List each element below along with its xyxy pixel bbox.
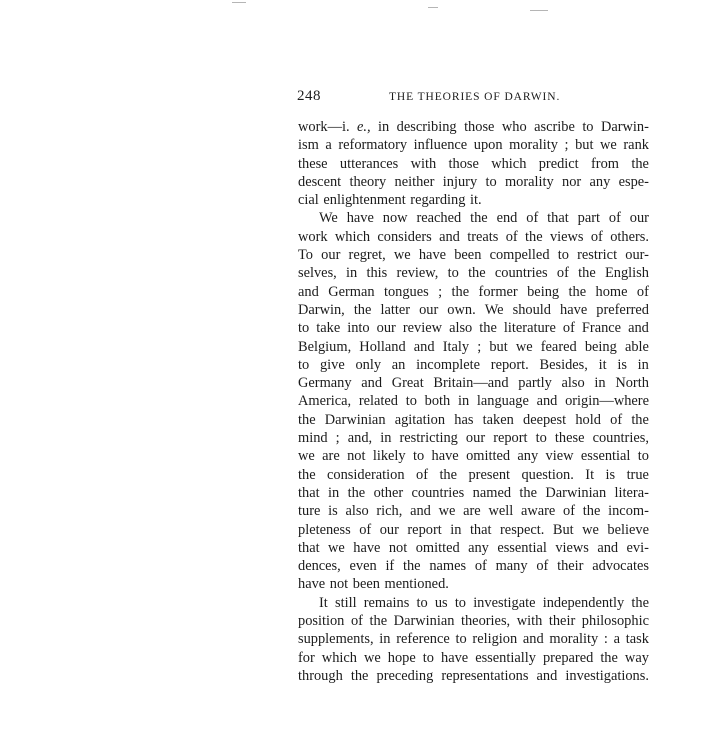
text-line: dences, even if the names of many of their advocates (298, 558, 649, 575)
text-line: the consideration of the present question. It is true (298, 466, 649, 483)
text-line: these utterances with those which predict from the (298, 155, 649, 172)
text-line: and German tongues ; the former being the home of (298, 283, 649, 300)
text-line: have not been mentioned. (298, 576, 449, 593)
text-line: Darwin, the latter our own. We should have preferred (298, 301, 649, 318)
scan-artifact-top-right (530, 10, 548, 11)
text-line: to take into our review also the literature of France and (298, 320, 649, 337)
text-line: that we have not omitted any essential views and evi- (298, 539, 649, 556)
text-line: supplements, in reference to religion and morality : a task (298, 631, 649, 648)
text-line: descent theory neither injury to morality nor any espe- (298, 173, 649, 190)
text-line: It still remains to us to investigate independently the (319, 594, 649, 611)
text-line: To our regret, we have been compelled to restrict our- (298, 247, 649, 264)
text-line: selves, in this review, to the countries of the English (298, 265, 649, 282)
text-line: position of the Darwinian theories, with their philosophic (298, 613, 649, 630)
text-line: we are not likely to have omitted any view essential to (298, 448, 649, 465)
text-line: cial enlightenment regarding it. (298, 192, 482, 209)
text-line: that in the other countries named the Darwinian litera- (298, 484, 649, 501)
text-line: ism a reformatory influence upon morality ; but we rank (298, 137, 649, 154)
text-line: for which we hope to have essentially prepared the way (298, 649, 649, 666)
text-line: pleteness of our report in that respect. But we believe (298, 521, 649, 538)
text-line: the Darwinian agitation has taken deepest hold of the (298, 411, 649, 428)
text-line: America, related to both in language and origin—where (298, 393, 649, 410)
body-text (298, 118, 649, 685)
text-line: Belgium, Holland and Italy ; but we feared being able (298, 338, 649, 355)
text-line: ture is also rich, and we are well aware of the incom- (298, 503, 649, 520)
text-line: We have now reached the end of that part of our (319, 210, 649, 227)
text-line: Germany and Great Britain—and partly also in North (298, 375, 649, 392)
page-number: 248 (297, 88, 321, 104)
text-line: mind ; and, in restricting our report to these countries, (298, 430, 649, 447)
text-line: work—i. e., in describing those who ascribe to Darwin- (298, 119, 649, 135)
text-line: through the preceding representations and investigations. (298, 667, 649, 684)
scan-artifact-top-left (232, 2, 246, 3)
scan-artifact-top-center (428, 7, 438, 8)
text-line: work which considers and treats of the views of others. (298, 228, 649, 245)
running-title: THE THEORIES OF DARWIN. (389, 91, 561, 103)
text-line: to give only an incomplete report. Besides, it is in (298, 356, 649, 373)
